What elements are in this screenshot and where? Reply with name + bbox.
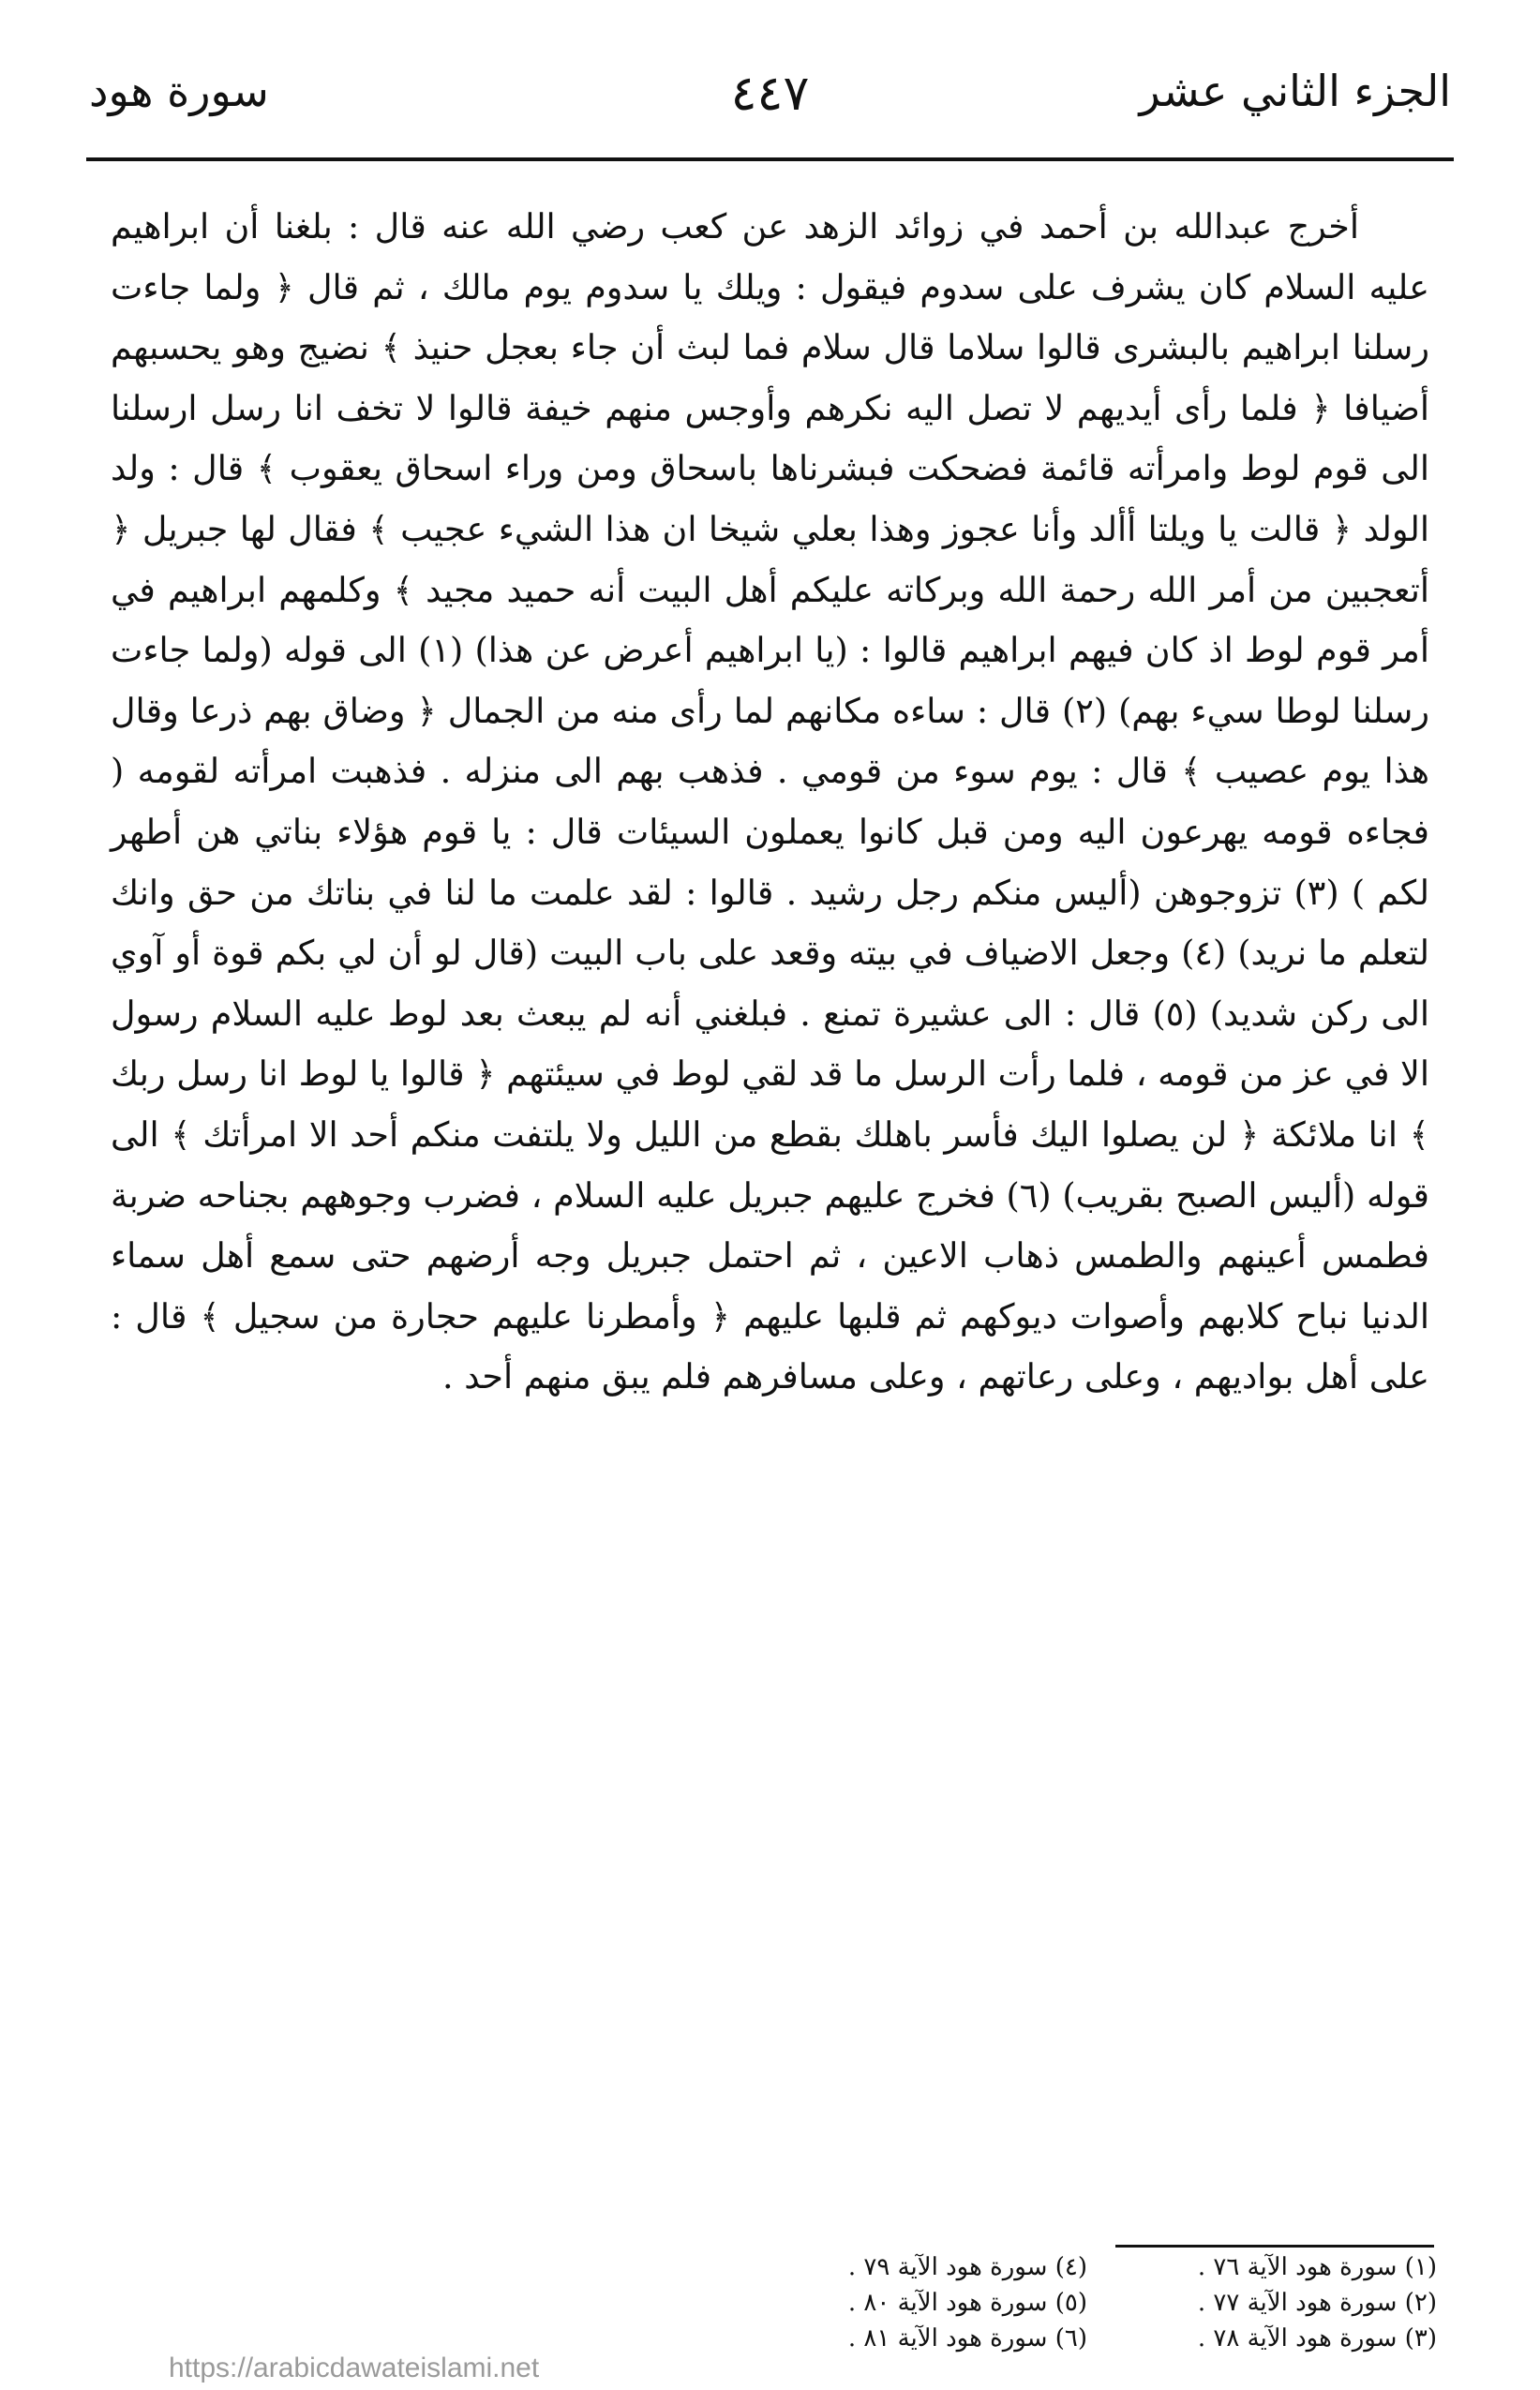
page-number: ٤٤٧ — [730, 66, 810, 122]
watermark-url: https://arabicdawateislami.net — [169, 2353, 540, 2383]
footnote-5: (٥) سورة هود الآية ٨٠ . — [847, 2289, 1087, 2317]
footnote-3: (٣) سورة هود الآية ٧٨ . — [1197, 2324, 1437, 2353]
footnote-4: (٤) سورة هود الآية ٧٩ . — [847, 2253, 1087, 2281]
body-paragraph: أخرج عبدالله بن أحمد في زوائد الزهد عن كعب رضي الله عنه قال : بلغنا أن ابراهيم عليه السلام كان يشرف على سدوم فيقول : ويلك يا سدوم يوم مالك ، ثم قال ﴿ ولما جاءت رسلنا ابراهيم بالبشرى قالوا سلاما قال سلام فما لبث أن جاء بعجل حنيذ ﴾ نضيج وهو يحسبهم أضيافا ﴿ فلما رأى أيديهم لا تصل اليه نكرهم وأوجس منهم خيفة قالوا لا تخف انا رسل ارسلنا الى قوم لوط وامرأته قائمة فضحكت فبشرناها باسحاق ومن وراء اسحاق يعقوب ﴾ قال : ولد الولد ﴿ قالت يا ويلتا أألد وأنا عجوز وهذا بعلي شيخا ان هذا الشيء عجيب ﴾ فقال لها جبريل ﴿ أتعجبين من أمر الله رحمة الله وبركاته عليكم أهل البيت أنه حميد مجيد ﴾ وكلمهم ابراهيم في أمر قوم لوط اذ كان فيهم ابراهيم قالوا : (يا ابراهيم أعرض عن هذا) (١) الى قوله (ولما جاءت رسلنا لوطا سيء بهم) (٢) قال : ساءه مكانهم لما رأى منه من الجمال ﴿ وضاق بهم ذرعا وقال هذا يوم عصيب ﴾ قال : يوم سوء من قومي . فذهب بهم الى منزله . فذهبت امرأته لقومه ( فجاءه قومه يهرعون اليه ومن قبل كانوا يعملون السيئات قال : يا قوم هؤلاء بناتي هن أطهر لكم ) (٣) تزوجوهن (أليس منكم رجل رشيد . قالوا : لقد علمت ما لنا في بناتك من حق وانك لتعلم ما نريد) (٤) وجعل الاضياف في بيته وقعد على باب البيت (قال لو أن لي بكم قوة أو آوي الى ركن شديد) (٥) قال : الى عشيرة تمنع . فبلغني أنه لم يبعث بعد لوط عليه السلام رسول الا في عز من قومه ، فلما رأت الرسل ما قد لقي لوط في سيئتهم ﴿ قالوا يا لوط انا رسل ربك ﴾ انا ملائكة ﴿ لن يصلوا اليك فأسر باهلك بقطع من الليل ولا يلتفت منكم أحد الا امرأتك ﴾ الى قوله (أليس الصبح بقريب) (٦) فخرج عليهم جبريل عليه السلام ، فضرب وجوههم بجناحه ضربة فطمس أعينهم والطمس ذهاب الاعين ، ثم احتمل جبريل وجه أرضهم حتى سمع أهل سماء الدنيا نباح كلابهم وأصوات ديوكهم ثم قلبها عليهم ﴿ وأمطرنا عليهم حجارة من سجيل ﴾ قال : على أهل بواديهم ، وعلى رعاتهم ، وعلى مسافرهم فلم يبق منهم أحد . — [111, 206, 1430, 1397]
main-text — [111, 197, 1429, 1408]
juz-title: الجزء الثاني عشر — [1139, 66, 1451, 116]
footnote-6: (٦) سورة هود الآية ٨١ . — [847, 2324, 1087, 2353]
header-divider — [86, 157, 1454, 161]
footnote-2: (٢) سورة هود الآية ٧٧ . — [1197, 2289, 1437, 2317]
footnote-divider — [1115, 2245, 1434, 2248]
footnotes-left-column — [562, 2249, 1087, 2356]
running-header — [89, 66, 1451, 150]
surah-title: سورة هود — [89, 66, 269, 116]
footnote-1: (١) سورة هود الآية ٧٦ . — [1197, 2253, 1437, 2281]
